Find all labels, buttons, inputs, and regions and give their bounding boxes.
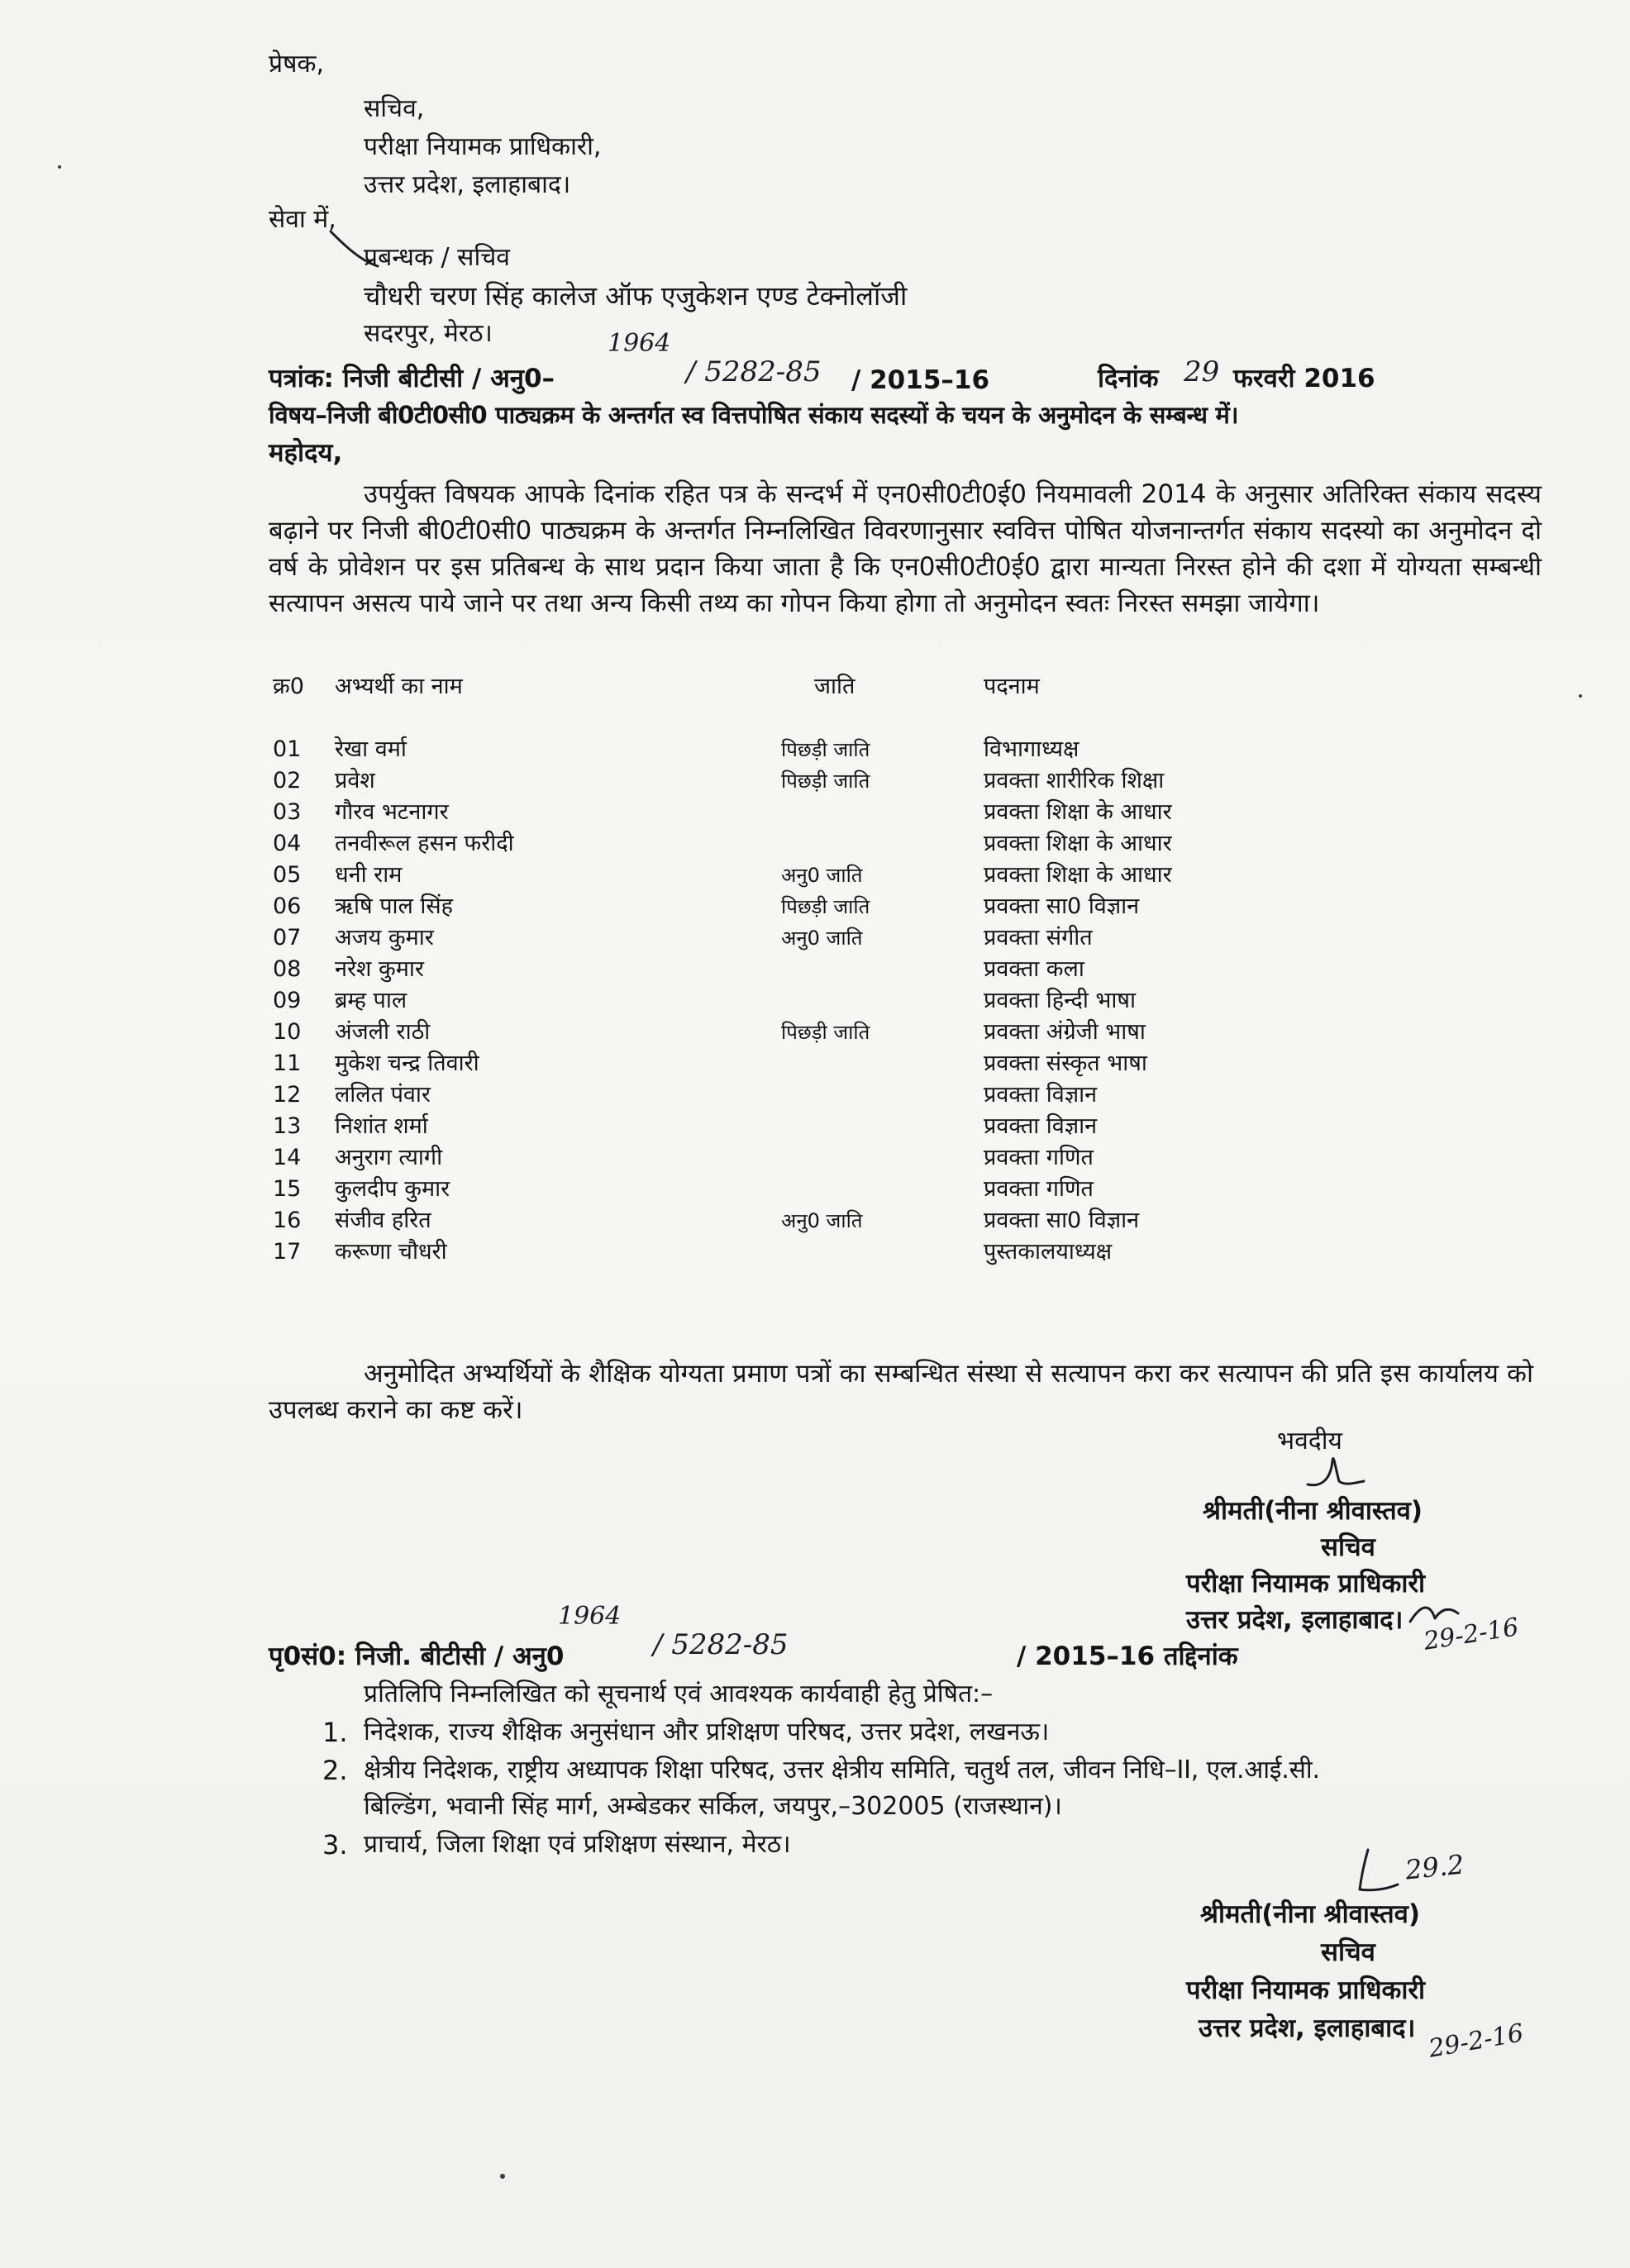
row-no: 09	[273, 988, 302, 1013]
header-serial-no: क्र0	[273, 674, 304, 699]
salutation: महोदय,	[269, 438, 343, 468]
header-designation: पदनाम	[984, 674, 1040, 699]
handwritten-signature-2	[1343, 1843, 1409, 1901]
closing-yours-faithfully: भवदीय	[1277, 1427, 1342, 1456]
signatory-name-1: श्रीमती(नीना श्रीवास्तव)	[1203, 1496, 1423, 1526]
endorsement-number-handwritten: / 5282-85	[653, 1628, 789, 1661]
row-no: 12	[273, 1082, 302, 1108]
recipient-label: सेवा में,	[269, 205, 336, 234]
row-name: अजय कुमार	[335, 925, 434, 951]
copy-item-number: 2.	[322, 1755, 348, 1786]
row-name: नरेश कुमार	[335, 956, 424, 982]
row-name: प्रवेश	[335, 768, 375, 793]
row-no: 06	[273, 893, 302, 919]
handwritten-initial-date-2: 29.2	[1404, 1848, 1466, 1886]
reference-session: / 2015–16	[851, 365, 990, 395]
table-row	[0, 797, 1323, 828]
row-post: प्रवक्ता गणित	[984, 1176, 1094, 1202]
row-post: प्रवक्ता संगीत	[984, 925, 1093, 951]
row-name: ललित पंवार	[335, 1082, 431, 1108]
row-post: पुस्तकालयाध्यक्ष	[984, 1239, 1113, 1265]
table-row	[0, 891, 1323, 922]
signatory-title-1: सचिव	[1321, 1532, 1375, 1562]
scan-speck	[58, 165, 61, 169]
table-row	[0, 922, 1323, 954]
row-no: 10	[273, 1019, 302, 1045]
row-category: अनु0 जाति	[781, 1209, 863, 1232]
row-no: 07	[273, 925, 302, 951]
reference-date-day-handwritten: 29	[1184, 355, 1220, 388]
subject-line: विषय–निजी बी0टी0सी0 पाठ्यक्रम के अन्तर्गत स्व वित्तपोषित संकाय सदस्यों के चयन के अनुमोदन के सम्बन्ध में।	[269, 401, 1239, 429]
table-row	[0, 1142, 1323, 1174]
table-row	[0, 860, 1323, 891]
recipient-address: सदरपुर, मेरठ।	[364, 319, 493, 348]
row-no: 08	[273, 956, 302, 982]
signatory-title-2: सचिव	[1321, 1937, 1375, 1967]
header-candidate-name: अभ्यर्थी का नाम	[335, 674, 463, 699]
row-no: 13	[273, 1113, 302, 1139]
copy-item-text: निदेशक, राज्य शैक्षिक अनुसंधान और प्रशिक्षण परिषद, उत्तर प्रदेश, लखनऊ।	[364, 1718, 1050, 1746]
row-post: प्रवक्ता शिक्षा के आधार	[984, 799, 1172, 825]
row-no: 05	[273, 862, 302, 888]
table-row	[0, 1236, 1323, 1268]
row-name: रेखा वर्मा	[335, 736, 407, 762]
signatory-office-1: परीक्षा नियामक प्राधिकारी	[1186, 1569, 1426, 1599]
recipient-title: प्रबन्धक / सचिव	[364, 243, 510, 272]
row-post: प्रवक्ता शिक्षा के आधार	[984, 831, 1172, 856]
row-no: 02	[273, 768, 302, 793]
row-no: 15	[273, 1176, 302, 1202]
row-post: प्रवक्ता शिक्षा के आधार	[984, 862, 1172, 888]
row-no: 11	[273, 1051, 302, 1076]
row-post: प्रवक्ता विज्ञान	[984, 1113, 1098, 1139]
table-row	[0, 1205, 1323, 1236]
header-category: जाति	[814, 674, 856, 699]
table-row	[0, 1079, 1323, 1111]
row-name: गौरव भटनागर	[335, 799, 449, 825]
sender-label: प्रेषक,	[269, 50, 324, 79]
row-name: तनवीरूल हसन फरीदी	[335, 831, 514, 856]
row-post: प्रवक्ता गणित	[984, 1145, 1094, 1170]
row-name: अंजली राठी	[335, 1019, 431, 1045]
row-name: संजीव हरित	[335, 1208, 431, 1233]
row-name: कुलदीप कुमार	[335, 1176, 450, 1202]
row-no: 14	[273, 1145, 302, 1170]
recipient-institution: चौधरी चरण सिंह कालेज ऑफ एजुकेशन एण्ड टेक्नोलॉजी	[364, 280, 908, 312]
scan-speck	[500, 2174, 505, 2179]
endorsement-intro: प्रतिलिपि निम्नलिखित को सूचनार्थ एवं आवश्यक कार्यवाही हेतु प्रेषित:–	[364, 1680, 994, 1708]
endorsement-session: / 2015–16 तद्दिनांक	[1017, 1641, 1238, 1671]
signatory-location-2: उत्तर प्रदेश, इलाहाबाद।	[1199, 2013, 1416, 2043]
row-category: पिछड़ी जाति	[781, 895, 870, 918]
reference-date-prefix: दिनांक	[1098, 364, 1159, 393]
row-category: पिछड़ी जाति	[781, 1021, 870, 1044]
table-row	[0, 1048, 1323, 1079]
handwritten-date-2: 29-2-16	[1426, 2018, 1526, 2064]
row-post: प्रवक्ता अंग्रेजी भाषा	[984, 1019, 1146, 1045]
row-category: पिछड़ी जाति	[781, 738, 870, 761]
copy-item-text: प्राचार्य, जिला शिक्षा एवं प्रशिक्षण संस्थान, मेरठ।	[364, 1830, 791, 1859]
endorsement-prefix: पृ0सं0: निजी. बीटीसी / अनु0	[269, 1641, 565, 1671]
verification-paragraph: अनुमोदित अभ्यर्थियों के शैक्षिक योग्यता प्रमाण पत्रों का सम्बन्धित संस्था से सत्यापन करा कर सत्यापन की प्रति इस कार्यालय को उपलब्ध कराने का कष्ट करें।	[269, 1359, 1533, 1425]
row-name: निशांत शर्मा	[335, 1113, 428, 1139]
row-name: ब्रम्ह पाल	[335, 988, 408, 1013]
row-name: धनी राम	[335, 862, 403, 888]
signatory-name-2: श्रीमती(नीना श्रीवास्तव)	[1200, 1899, 1421, 1929]
row-no: 04	[273, 831, 302, 856]
sender-office: परीक्षा नियामक प्राधिकारी,	[364, 132, 602, 161]
row-name: करूणा चौधरी	[335, 1239, 447, 1265]
table-row	[0, 985, 1323, 1017]
row-category: अनु0 जाति	[781, 864, 863, 887]
reference-date-rest: फरवरी 2016	[1233, 364, 1375, 393]
row-post: प्रवक्ता कला	[984, 956, 1084, 982]
row-post: प्रवक्ता संस्कृत भाषा	[984, 1051, 1147, 1076]
row-post: प्रवक्ता सा0 विज्ञान	[984, 1208, 1140, 1233]
table-row	[0, 1174, 1323, 1205]
table-row	[0, 765, 1323, 797]
body-paragraph: उपर्युक्त विषयक आपके दिनांक रहित पत्र के सन्दर्भ में एन0सी0टी0ई0 नियमावली 2014 के अनुसार अतिरिक्त संकाय सदस्य बढ़ाने पर निजी बी0टी0सी0 पाठ्यक्रम के अन्तर्गत निम्नलिखित विवरणानुसार स्ववित्त पोषित योजनान्तर्गत संकाय सदस्यो का अनुमोदन दो वर्ष के प्रोवेशन पर इस प्रतिबन्ध के साथ प्रदान किया जाता है कि एन0सी0टी0ई0 द्वारा मान्यता निरस्त होने की दशा में योग्यता सम्बन्धी सत्यापन असत्य पाये जाने पर तथा अन्य किसी तथ्य का गोपन किया होगा तो अनुमोदन स्वतः निरस्त समझा जायेगा।	[269, 479, 1542, 618]
copy-item-text-cont: बिल्डिंग, भवानी सिंह मार्ग, अम्बेडकर सर्किल, जयपुर,–302005 (राजस्थान)।	[364, 1792, 1062, 1821]
row-post: प्रवक्ता सा0 विज्ञान	[984, 893, 1140, 919]
row-name: अनुराग त्यागी	[335, 1145, 443, 1170]
row-post: प्रवक्ता विज्ञान	[984, 1082, 1098, 1108]
scan-speck	[1579, 694, 1582, 698]
copy-item-text: क्षेत्रीय निदेशक, राष्ट्रीय अध्यापक शिक्षा परिषद, उत्तर क्षेत्रीय समिति, चतुर्थ तल, जीवन निधि–II, एल.आई.सी.	[364, 1756, 1320, 1784]
row-post: विभागाध्यक्ष	[984, 736, 1080, 762]
copy-item-number: 3.	[322, 1829, 348, 1861]
row-category: पिछड़ी जाति	[781, 770, 870, 793]
sender-location: उत्तर प्रदेश, इलाहाबाद।	[364, 170, 571, 199]
row-name: मुकेश चन्द्र तिवारी	[335, 1051, 479, 1076]
signatory-office-2: परीक्षा नियामक प्राधिकारी	[1186, 1975, 1426, 2005]
reference-prefix: पत्रांक: निजी बीटीसी / अनु0–	[269, 364, 555, 393]
table-row	[0, 734, 1323, 765]
row-category: अनु0 जाति	[781, 927, 863, 950]
reference-number-handwritten-top: 1964	[608, 329, 671, 358]
row-no: 17	[273, 1239, 302, 1265]
handwritten-date-1: 29-2-16	[1421, 1613, 1521, 1656]
row-no: 03	[273, 799, 302, 825]
handwritten-signature-1	[1298, 1445, 1372, 1494]
reference-number-handwritten: / 5282-85	[686, 355, 822, 388]
table-row	[0, 1017, 1323, 1048]
table-header-row	[0, 671, 1323, 703]
table-row	[0, 954, 1323, 985]
table-row	[0, 828, 1323, 860]
row-name: ऋषि पाल सिंह	[335, 893, 454, 919]
endorsement-number-handwritten-top: 1964	[558, 1602, 622, 1631]
row-no: 01	[273, 736, 302, 762]
sender-title: सचिव,	[364, 94, 425, 123]
row-post: प्रवक्ता हिन्दी भाषा	[984, 988, 1136, 1013]
row-post: प्रवक्ता शारीरिक शिक्षा	[984, 768, 1165, 793]
signatory-location-1: उत्तर प्रदेश, इलाहाबाद।	[1186, 1605, 1404, 1635]
copy-item-number: 1.	[322, 1717, 348, 1748]
table-row	[0, 1111, 1323, 1142]
row-no: 16	[273, 1208, 302, 1233]
